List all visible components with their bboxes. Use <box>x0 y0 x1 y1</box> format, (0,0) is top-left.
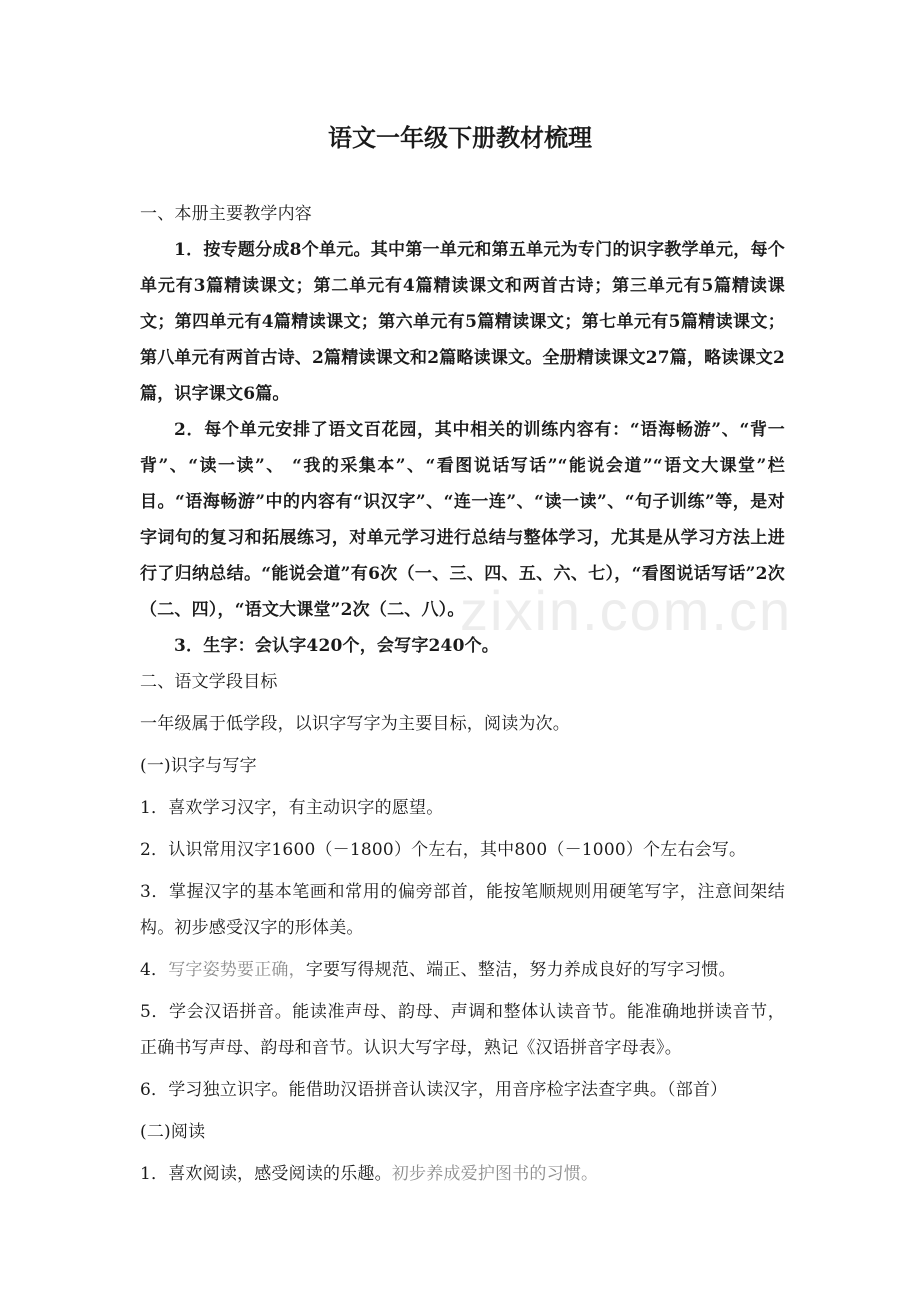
subsection1-heading: (一)识字与写字 <box>140 756 257 776</box>
list-item: 5．学会汉语拼音。能读准声母、韵母、声调和整体认读音节。能准确地拼读音节，正确书写声母、韵母和音节。认识大写字母，熟记《汉语拼音字母表》。 <box>140 1002 785 1058</box>
list-item: 1．喜欢学习汉字，有主动识字的愿望。 <box>140 798 444 818</box>
list-item-4 <box>140 952 785 988</box>
list-item-4-number: 4． <box>140 960 169 980</box>
section1-item2: 2．每个单元安排了语文百花园，其中相关的训练内容有：“语海畅游”、“背一背”、“读一读”、 “我的采集本”、“看图说话写话”“能说会道”“语文大课堂”栏目。“语海畅游”中的内容有“识汉字”、“连一连”、“读一读”、“句子训练”等，是对字词句的复习和拓展练习，对单元学习进行总结与整体学习，尤其是从学习方法上进行了归纳总结。“能说会道”有6次（一、三、四、五、六、七），“看图说话写话”2次（二、四），“语文大课堂”2次（二、八）。 <box>140 420 785 620</box>
list-item-4-gray-text: 写字姿势要正确， <box>168 960 306 980</box>
section2-heading: 二、语文学段目标 <box>140 672 278 692</box>
list-item-4-text: 字要写得规范、端正、整洁，努力养成良好的写字习惯。 <box>305 960 736 980</box>
subsection2-heading: (二)阅读 <box>140 1122 206 1142</box>
reading-item-1 <box>140 1156 785 1192</box>
watermark: zixin.com.cn <box>460 579 793 642</box>
reading-item-1-text: 1．喜欢阅读，感受阅读的乐趣。 <box>140 1164 392 1184</box>
section2-intro: 一年级属于低学段，以识字写字为主要目标，阅读为次。 <box>140 714 570 734</box>
section1-item1: 1．按专题分成8个单元。其中第一单元和第五单元为专门的识字教学单元，每个单元有3篇精读课文；第二单元有4篇精读课文和两首古诗；第三单元有5篇精读课文；第四单元有4篇精读课文；第六单元有5篇精读课文；第七单元有5篇精读课文；第八单元有两首古诗、2篇精读课文和2篇略读课文。全册精读课文27篇，略读课文2篇，识字课文6篇。 <box>140 240 785 404</box>
list-item: 6．学习独立识字。能借助汉语拼音认读汉字，用音序检字法查字典。（部首） <box>140 1080 728 1100</box>
list-item: 3．掌握汉字的基本笔画和常用的偏旁部首，能按笔顺规则用硬笔写字，注意间架结构。初步感受汉字的形体美。 <box>140 882 785 938</box>
section1-heading: 一、本册主要教学内容 <box>140 204 312 224</box>
reading-item-1-gray-text: 初步养成爱护图书的习惯。 <box>391 1164 599 1184</box>
document-body <box>140 196 785 1192</box>
document-title: 语文一年级下册教材梳理 <box>328 123 592 152</box>
list-item: 2．认识常用汉字1600（－1800）个左右，其中800（－1000）个左右会写。 <box>140 840 747 860</box>
section1-item3: 3．生字：会认字420个，会写字240个。 <box>174 636 499 656</box>
